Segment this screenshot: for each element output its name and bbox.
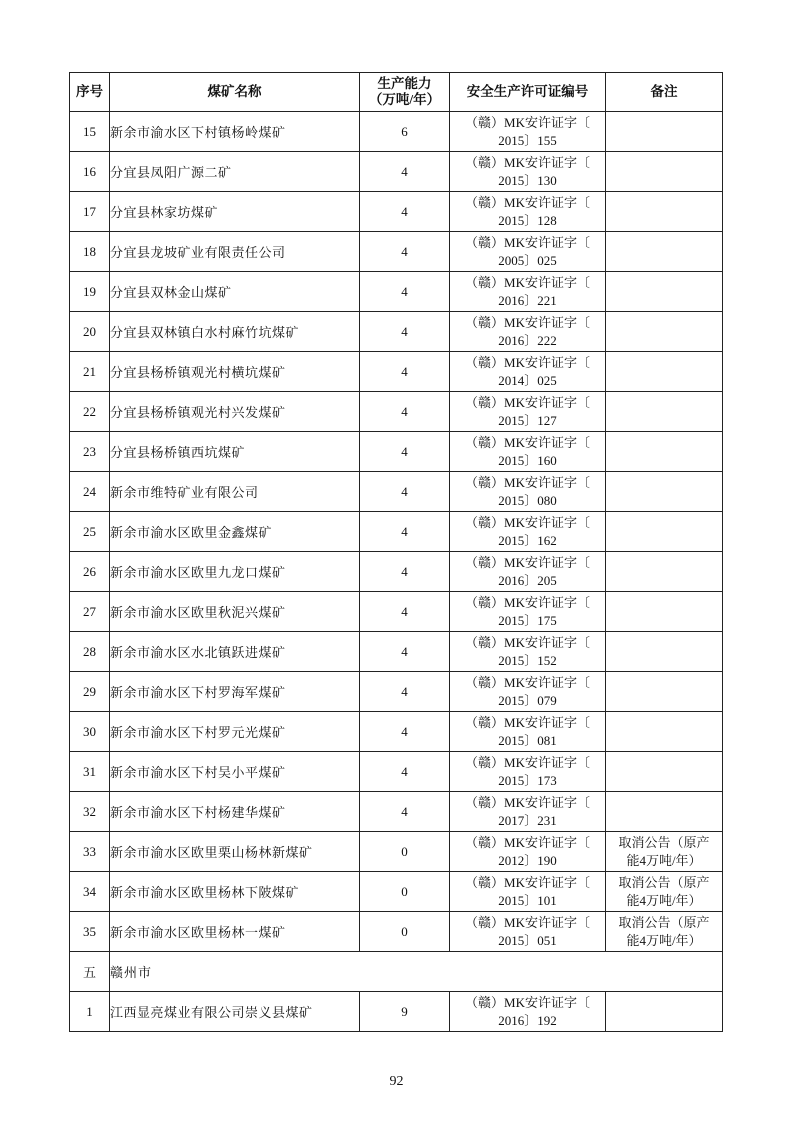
row-note	[606, 192, 723, 232]
row-license	[450, 712, 606, 752]
row-mine-name: 新余市渝水区欧里秋泥兴煤矿	[110, 592, 360, 632]
table-row	[70, 792, 723, 832]
row-license-line2: 2015〕155	[498, 132, 557, 148]
row-license	[450, 272, 606, 312]
row-capacity: 9	[360, 992, 450, 1032]
row-license-line1: （赣）MK安许证字〔	[465, 834, 590, 850]
row-capacity: 4	[360, 792, 450, 832]
row-seq: 21	[70, 352, 110, 392]
table-row	[70, 992, 723, 1032]
row-license	[450, 832, 606, 872]
row-license	[450, 312, 606, 352]
row-seq: 18	[70, 232, 110, 272]
coal-mine-table	[69, 72, 723, 1032]
row-mine-name: 新余市渝水区下村吴小平煤矿	[110, 752, 360, 792]
row-capacity: 0	[360, 912, 450, 952]
table-row	[70, 112, 723, 152]
row-mine-name: 分宜县龙坡矿业有限责任公司	[110, 232, 360, 272]
row-license-line1: （赣）MK安许证字〔	[465, 634, 590, 650]
row-seq: 1	[70, 992, 110, 1032]
table-row	[70, 352, 723, 392]
table-row	[70, 232, 723, 272]
row-capacity: 4	[360, 632, 450, 672]
row-license	[450, 192, 606, 232]
table-row	[70, 752, 723, 792]
row-seq: 15	[70, 112, 110, 152]
row-license-line1: （赣）MK安许证字〔	[465, 714, 590, 730]
table-row	[70, 632, 723, 672]
row-note	[606, 552, 723, 592]
row-license-line2: 2015〕127	[498, 412, 557, 428]
row-capacity: 4	[360, 192, 450, 232]
row-seq: 25	[70, 512, 110, 552]
row-license-line2: 2005〕025	[498, 252, 557, 268]
row-license	[450, 392, 606, 432]
row-capacity: 4	[360, 312, 450, 352]
row-note	[606, 912, 723, 952]
row-note	[606, 632, 723, 672]
row-license-line1: （赣）MK安许证字〔	[465, 914, 590, 930]
row-license-line2: 2014〕025	[498, 372, 557, 388]
row-seq: 23	[70, 432, 110, 472]
row-mine-name: 分宜县双林镇白水村麻竹坑煤矿	[110, 312, 360, 352]
row-mine-name: 分宜县杨桥镇观光村兴发煤矿	[110, 392, 360, 432]
row-license-line2: 2015〕081	[498, 732, 557, 748]
row-capacity: 4	[360, 432, 450, 472]
row-license-line2: 2015〕173	[498, 772, 557, 788]
row-note	[606, 752, 723, 792]
row-capacity: 4	[360, 712, 450, 752]
row-capacity: 4	[360, 752, 450, 792]
row-note	[606, 232, 723, 272]
row-license	[450, 472, 606, 512]
row-mine-name: 新余市渝水区下村罗元光煤矿	[110, 712, 360, 752]
row-capacity: 0	[360, 872, 450, 912]
header-seq: 序号	[70, 73, 110, 112]
row-license-line2: 2015〕160	[498, 452, 557, 468]
row-license-line2: 2015〕162	[498, 532, 557, 548]
row-seq: 28	[70, 632, 110, 672]
row-license-line2: 2016〕222	[498, 332, 557, 348]
row-seq: 24	[70, 472, 110, 512]
row-license	[450, 352, 606, 392]
table-row	[70, 312, 723, 352]
table-row	[70, 392, 723, 432]
row-note	[606, 432, 723, 472]
row-license-line2: 2015〕128	[498, 212, 557, 228]
row-license-line2: 2016〕192	[498, 1012, 557, 1028]
row-license-line1: （赣）MK安许证字〔	[465, 114, 590, 130]
row-mine-name: 新余市渝水区欧里杨林一煤矿	[110, 912, 360, 952]
row-note	[606, 832, 723, 872]
row-license-line1: （赣）MK安许证字〔	[465, 274, 590, 290]
row-license	[450, 912, 606, 952]
row-license	[450, 792, 606, 832]
row-license-line2: 2016〕221	[498, 292, 557, 308]
row-license-line1: （赣）MK安许证字〔	[465, 194, 590, 210]
row-capacity: 0	[360, 832, 450, 872]
table-row	[70, 432, 723, 472]
row-license-line1: （赣）MK安许证字〔	[465, 794, 590, 810]
row-capacity: 4	[360, 232, 450, 272]
table-row	[70, 272, 723, 312]
row-license	[450, 632, 606, 672]
row-seq: 30	[70, 712, 110, 752]
table-row	[70, 712, 723, 752]
row-seq: 16	[70, 152, 110, 192]
row-note	[606, 352, 723, 392]
header-capacity	[360, 73, 450, 112]
row-license-line1: （赣）MK安许证字〔	[465, 434, 590, 450]
row-note-line1: 取消公告（原产	[618, 834, 710, 850]
row-seq: 34	[70, 872, 110, 912]
row-note	[606, 112, 723, 152]
row-license-line2: 2015〕080	[498, 492, 557, 508]
row-license-line1: （赣）MK安许证字〔	[465, 394, 590, 410]
row-note	[606, 792, 723, 832]
row-note	[606, 872, 723, 912]
row-note	[606, 392, 723, 432]
row-capacity: 4	[360, 472, 450, 512]
row-note	[606, 512, 723, 552]
row-mine-name: 分宜县杨桥镇观光村横坑煤矿	[110, 352, 360, 392]
row-note-line2: 能4万吨/年）	[626, 932, 702, 948]
row-note	[606, 272, 723, 312]
row-capacity: 4	[360, 392, 450, 432]
row-license-line2: 2015〕051	[498, 932, 557, 948]
row-note	[606, 472, 723, 512]
row-capacity: 4	[360, 352, 450, 392]
row-license-line1: （赣）MK安许证字〔	[465, 754, 590, 770]
row-license	[450, 592, 606, 632]
row-license-line1: （赣）MK安许证字〔	[465, 514, 590, 530]
row-mine-name: 新余市渝水区欧里杨林下陂煤矿	[110, 872, 360, 912]
row-seq: 22	[70, 392, 110, 432]
row-mine-name: 新余市渝水区欧里金鑫煤矿	[110, 512, 360, 552]
row-license	[450, 432, 606, 472]
header-mine-name: 煤矿名称	[110, 73, 360, 112]
row-mine-name: 江西显亮煤业有限公司崇义县煤矿	[110, 992, 360, 1032]
row-mine-name: 新余市渝水区欧里九龙口煤矿	[110, 552, 360, 592]
region-row	[70, 952, 723, 992]
table-header-row	[70, 73, 723, 112]
row-seq: 32	[70, 792, 110, 832]
row-seq: 20	[70, 312, 110, 352]
table-row	[70, 592, 723, 632]
row-mine-name: 分宜县凤阳广源二矿	[110, 152, 360, 192]
row-license	[450, 872, 606, 912]
header-note: 备注	[606, 73, 723, 112]
row-license	[450, 672, 606, 712]
row-license-line1: （赣）MK安许证字〔	[465, 554, 590, 570]
row-license-line2: 2015〕101	[498, 892, 557, 908]
table-row	[70, 912, 723, 952]
row-mine-name: 分宜县林家坊煤矿	[110, 192, 360, 232]
row-note	[606, 312, 723, 352]
table-row	[70, 552, 723, 592]
row-license-line2: 2016〕205	[498, 572, 557, 588]
row-capacity: 4	[360, 512, 450, 552]
row-note	[606, 152, 723, 192]
table-row	[70, 832, 723, 872]
row-capacity: 4	[360, 152, 450, 192]
row-mine-name: 新余市渝水区下村镇杨岭煤矿	[110, 112, 360, 152]
row-license-line1: （赣）MK安许证字〔	[465, 994, 590, 1010]
row-capacity: 4	[360, 592, 450, 632]
row-license-line2: 2015〕079	[498, 692, 557, 708]
row-license-line2: 2015〕152	[498, 652, 557, 668]
row-license	[450, 992, 606, 1032]
row-note-line2: 能4万吨/年）	[626, 852, 702, 868]
row-license-line2: 2015〕175	[498, 612, 557, 628]
row-license-line1: （赣）MK安许证字〔	[465, 154, 590, 170]
row-mine-name: 新余市渝水区水北镇跃进煤矿	[110, 632, 360, 672]
row-seq: 19	[70, 272, 110, 312]
row-note-line1: 取消公告（原产	[618, 914, 710, 930]
row-license-line1: （赣）MK安许证字〔	[465, 234, 590, 250]
row-seq: 31	[70, 752, 110, 792]
row-license-line1: （赣）MK安许证字〔	[465, 874, 590, 890]
row-seq: 35	[70, 912, 110, 952]
row-mine-name: 新余市渝水区下村杨建华煤矿	[110, 792, 360, 832]
page-number: 92	[389, 1074, 404, 1089]
row-license-line1: （赣）MK安许证字〔	[465, 594, 590, 610]
row-license	[450, 512, 606, 552]
row-license-line1: （赣）MK安许证字〔	[465, 474, 590, 490]
row-seq: 29	[70, 672, 110, 712]
row-license-line1: （赣）MK安许证字〔	[465, 674, 590, 690]
table-row	[70, 472, 723, 512]
row-mine-name: 新余市渝水区欧里栗山杨林新煤矿	[110, 832, 360, 872]
row-license	[450, 152, 606, 192]
header-capacity-line1: 生产能力	[377, 76, 432, 91]
region-seq: 五	[70, 952, 110, 992]
row-license-line2: 2017〕231	[498, 812, 557, 828]
row-license	[450, 552, 606, 592]
row-note-line2: 能4万吨/年）	[626, 892, 702, 908]
row-seq: 17	[70, 192, 110, 232]
table-row	[70, 672, 723, 712]
row-mine-name: 新余市渝水区下村罗海军煤矿	[110, 672, 360, 712]
header-license: 安全生产许可证编号	[450, 73, 606, 112]
header-capacity-line2: （万吨/年）	[368, 92, 441, 107]
row-license-line2: 2012〕190	[498, 852, 557, 868]
row-license-line1: （赣）MK安许证字〔	[465, 354, 590, 370]
table-row	[70, 152, 723, 192]
row-note	[606, 712, 723, 752]
row-capacity: 4	[360, 552, 450, 592]
row-license	[450, 232, 606, 272]
row-capacity: 6	[360, 112, 450, 152]
row-seq: 33	[70, 832, 110, 872]
row-note-line1: 取消公告（原产	[618, 874, 710, 890]
row-license	[450, 752, 606, 792]
row-license-line1: （赣）MK安许证字〔	[465, 314, 590, 330]
row-capacity: 4	[360, 272, 450, 312]
row-note	[606, 992, 723, 1032]
row-license	[450, 112, 606, 152]
row-mine-name: 分宜县双林金山煤矿	[110, 272, 360, 312]
table-row	[70, 192, 723, 232]
row-seq: 27	[70, 592, 110, 632]
row-capacity: 4	[360, 672, 450, 712]
row-mine-name: 新余市维特矿业有限公司	[110, 472, 360, 512]
row-license-line2: 2015〕130	[498, 172, 557, 188]
row-seq: 26	[70, 552, 110, 592]
table-row	[70, 512, 723, 552]
row-mine-name: 分宜县杨桥镇西坑煤矿	[110, 432, 360, 472]
row-note	[606, 672, 723, 712]
table-row	[70, 872, 723, 912]
region-name: 赣州市	[110, 952, 723, 992]
row-note	[606, 592, 723, 632]
